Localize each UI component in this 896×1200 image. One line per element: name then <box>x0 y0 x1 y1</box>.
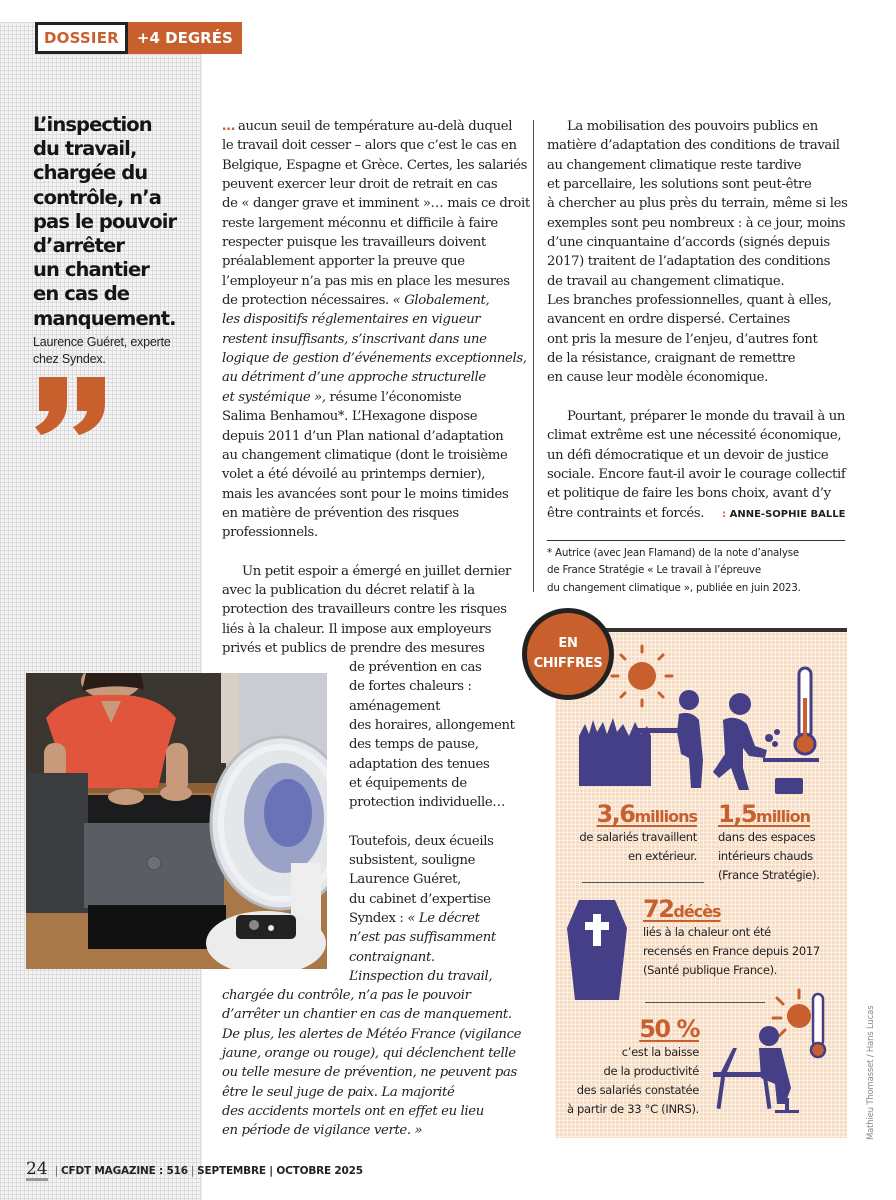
text-line: au détriment d’une approche structurelle <box>222 370 486 386</box>
text-line: liés à la chaleur. Il impose aux employeurs <box>222 621 492 637</box>
text-line: avec la publication du décret relatif à la <box>222 582 475 598</box>
text-line: jaune, orange ou rouge), qui déclenchent telle <box>222 1046 516 1062</box>
text-line: climat extrême est une nécessité économique, <box>547 428 842 444</box>
text-line: les dispositifs réglementaires en vigueur <box>222 312 481 328</box>
text-line: de « danger grave et imminent »… mais ce droit <box>222 196 530 212</box>
stat-text-line: liés à la chaleur ont été <box>643 925 771 939</box>
continuation-dots: … <box>222 119 235 134</box>
text-line: contraignant. <box>349 949 435 965</box>
article-tail-text <box>222 986 521 1141</box>
text-line: n’est pas suffisamment <box>349 930 496 946</box>
pullquote-line: L’inspection <box>33 113 152 136</box>
pullquote-author <box>33 334 203 368</box>
stat-text-line: (France Stratégie). <box>718 868 820 882</box>
photo-woman-laptop-fan <box>26 673 327 969</box>
section-label: DOSSIER <box>35 22 128 54</box>
text-line: Belgique, Espagne et Grèce. Certes, les salariés <box>222 157 528 173</box>
text-line: Syndex : « Le décret <box>349 911 480 927</box>
infographic-divider <box>582 882 704 883</box>
page-footer: 24 | CFDT MAGAZINE : 516 | SEPTEMBRE | OCTOBRE 2025 <box>26 1159 363 1179</box>
stat-text-line: en extérieur. <box>628 849 697 863</box>
text-line: protection des travailleurs contre les risques <box>222 602 507 618</box>
coffin-icon <box>567 900 627 1000</box>
pullquote-line: contrôle, n’a <box>33 185 162 209</box>
pullquote <box>33 113 203 368</box>
pullquote-text <box>33 113 203 331</box>
stat-outdoor-workers: 3,6millions de salariés travaillent en extérieur. <box>579 800 697 866</box>
stat-deaths: 72décès liés à la chaleur ont été recensés en France depuis 2017 (Santé publique France). <box>643 895 820 980</box>
stat-text-line: à partir de 33 °C (INRS). <box>566 1102 699 1116</box>
text-line: L’inspection du travail, <box>349 969 493 985</box>
pullquote-line: un chantier <box>33 258 149 282</box>
pullquote-line: en cas de <box>33 282 130 306</box>
text-line: mais les avancées sont pour le moins timides <box>222 486 509 502</box>
text-line: aménagement <box>349 698 441 714</box>
footnote-line: * Autrice (avec Jean Flamand) de la note d’analyse <box>547 547 800 559</box>
text-line: chargée du contrôle, n’a pas le pouvoir <box>222 988 471 1003</box>
text-line: peuvent exercer leur droit de retrait en cas <box>222 177 498 193</box>
article-column-2 <box>547 117 852 524</box>
photo-credit: Mathieu Thomasset / Hans Lucas <box>866 1005 876 1140</box>
office-worker-icon <box>713 990 825 1113</box>
text-line: matière d’adaptation des conditions de travail <box>547 138 840 154</box>
text-line: des temps de pause, <box>349 737 479 753</box>
stat-text-line: recensés en France depuis 2017 <box>643 944 820 958</box>
text-line: ont pris la mesure de l’enjeu, d’autres font <box>547 331 818 347</box>
en-chiffres-badge: EN CHIFFRES <box>522 608 614 700</box>
text-line: … aucun seuil de température au-delà duquel <box>222 119 513 134</box>
pullquote-line: pas le pouvoir <box>33 209 177 233</box>
pullquote-line: chargée du <box>33 161 148 185</box>
text-line: un défi démocratique et un devoir de justice <box>547 447 829 463</box>
text-line: Un petit espoir a émergé en juillet dernier <box>242 563 511 579</box>
text-line: de prévention en cas <box>349 660 482 675</box>
text-line: des accidents mortels ont en effet eu lieu <box>222 1104 484 1120</box>
text-line: respecter puisque les travailleurs doivent <box>222 235 486 251</box>
text-line: reste largement méconnu et difficile à faire <box>222 215 498 231</box>
footnote-line: du changement climatique », publiée en juin 2023. <box>547 581 801 594</box>
text-line: privés et publics de prendre des mesures <box>222 640 485 656</box>
article-wrap-text <box>349 658 515 987</box>
text-line: adaptation des tenues <box>349 756 490 772</box>
section-tag <box>35 22 242 54</box>
stat-text-line: dans des espaces <box>718 830 816 844</box>
text-line: du cabinet d’expertise <box>349 891 491 907</box>
stat-text-line: de salariés travaillent <box>579 830 697 844</box>
text-line: l’employeur n’a pas mis en place les mesures <box>222 273 510 289</box>
text-line: sociale. Encore faut-il avoir le courage collectif <box>547 466 846 482</box>
column-divider <box>533 120 534 592</box>
article-column-1 <box>222 117 530 658</box>
stat-text-line: c’est la baisse <box>621 1045 699 1059</box>
text-line: et parcellaire, les solutions sont peut-être <box>547 177 812 193</box>
pullquote-line: d’arrêter <box>33 234 125 258</box>
text-line: 2017) traitent de l’adaptation des conditions <box>547 254 831 270</box>
footnote-line: de France Stratégie « Le travail à l’épreuve <box>547 564 761 577</box>
text-line: La mobilisation des pouvoirs publics en <box>567 119 818 134</box>
pullquote-line: manquement. <box>33 306 176 330</box>
text-line: être le seul juge de paix. La majorité <box>222 1084 455 1100</box>
page-number: 24 <box>26 1159 48 1179</box>
text-line: de la résistance, craignant de remettre <box>547 351 796 367</box>
text-line: être contraints et forcés. : ANNE-SOPHIE BALLE <box>547 505 846 521</box>
text-line: et équipements de <box>349 776 467 792</box>
text-line: logique de gestion d’événements exceptionnels, <box>222 351 527 367</box>
text-line: et politique de faire les bons choix, avant d’y <box>547 486 831 502</box>
text-line: ou telle mesure de prévention, ne peuvent pas <box>222 1065 517 1081</box>
text-line: le travail doit cesser – alors que c’est le cas en <box>222 138 517 154</box>
issue-date: SEPTEMBRE | OCTOBRE 2025 <box>197 1165 363 1177</box>
text-line: restent insuffisants, s’inscrivant dans une <box>222 331 487 347</box>
magazine-issue: CFDT MAGAZINE : 516 <box>60 1165 188 1177</box>
text-line: Salima Benhamou*. L’Hexagone dispose <box>222 409 478 425</box>
thermometer-icon <box>795 668 815 754</box>
pullquote-line: du travail, <box>33 137 137 161</box>
text-line: en matière de prévention des risques <box>222 505 459 521</box>
stat-text-line: de la productivité <box>603 1064 699 1078</box>
stat-text-line: des salariés constatée <box>576 1083 699 1097</box>
closing-quote-icon <box>33 377 111 435</box>
text-line: et systémique », résume l’économiste <box>222 389 462 405</box>
text-line: de travail au changement climatique. <box>547 273 785 289</box>
stat-indoor-workers: 1,5million dans des espaces intérieurs chauds (France Stratégie). <box>718 800 820 885</box>
text-line: protection individuelle… <box>349 795 506 811</box>
text-line: avancent en ordre dispersé. Certaines <box>547 312 790 328</box>
text-line: professionnels. <box>222 525 318 541</box>
text-line: Toutefois, deux écueils <box>349 833 494 849</box>
stat-text-line: intérieurs chauds <box>718 849 813 863</box>
stat-productivity: 50 % c’est la baisse de la productivité des salariés constatée à partir de 33 °C (INRS). <box>567 1015 699 1119</box>
text-line: subsistent, souligne <box>349 853 476 869</box>
text-line: de fortes chaleurs : <box>349 679 472 695</box>
footnote-divider <box>547 540 845 541</box>
text-line: au changement climatique (dont le troisième <box>222 447 508 463</box>
author-signature: : ANNE-SOPHIE BALLE <box>722 508 846 520</box>
text-line: d’arrêter un chantier en cas de manquement. <box>222 1007 512 1023</box>
text-line: De plus, les alertes de Météo France (vigilance <box>222 1026 522 1042</box>
text-line: Pourtant, préparer le monde du travail à un <box>567 408 845 424</box>
text-line: préalablement apporter la preuve que <box>222 254 465 270</box>
sun-icon <box>612 646 672 706</box>
text-line: Laurence Guéret, <box>349 872 461 888</box>
infographic-divider <box>645 1002 765 1003</box>
text-line: en période de vigilance verte. » <box>222 1123 423 1139</box>
text-line: depuis 2011 d’un Plan national d’adaptation <box>222 428 504 444</box>
text-line: en cause leur modèle économique. <box>547 370 768 386</box>
text-line: au changement climatique reste tardive <box>547 157 802 173</box>
text-line: volet a été dévoilé au printemps dernier), <box>222 467 486 483</box>
pullquote-author-line: chez Syndex. <box>33 351 106 366</box>
text-line: d’une cinquantaine d’accords (signés depuis <box>547 235 830 251</box>
text-line: à chercher au plus près du terrain, même si les <box>547 196 848 212</box>
text-line: des horaires, allongement <box>349 718 515 734</box>
stat-text-line: (Santé publique France). <box>643 963 778 977</box>
text-line: Les branches professionnelles, quant à elles, <box>547 293 832 309</box>
pullquote-author-line: Laurence Guéret, experte <box>33 334 171 349</box>
footnote <box>547 545 801 597</box>
topic-label: +4 DEGRÉS <box>128 22 242 54</box>
text-line: de protection nécessaires. « Globalement, <box>222 293 490 309</box>
text-line: exemples sont peu nombreux : à ce jour, moins <box>547 215 846 231</box>
